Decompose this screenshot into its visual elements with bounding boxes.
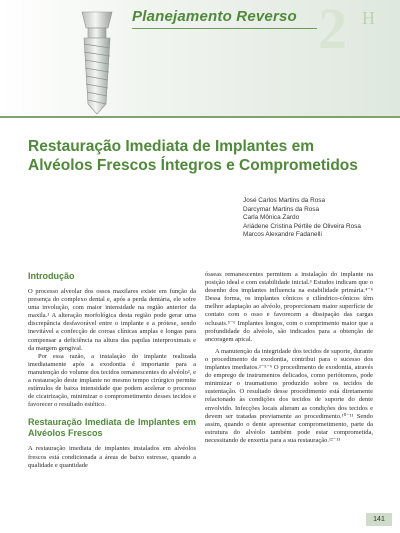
- immediate-restoration-heading: Restauração Imediata de Implantes em Alvéolos Frescos: [28, 417, 196, 439]
- section-title: Planejamento Reverso: [132, 8, 297, 25]
- intro-paragraph: O processo alveolar dos ossos maxilares existe em função da presença do complexo dental e, após a perda dentária, ele sofre uma involução, com maior intensidade na região anterior da maxila.¹ A alteração morfológica desta região pode gerar uma discrepância desfavorável entre o implante e a prótese, sendo inevitável a confecção de coroas clínicas amplas e longas para compensar a deficiência na altura das papilas interproximais e da margem gengival.: [28, 288, 196, 352]
- left-column: [28, 271, 196, 470]
- body-paragraph: ósseas remanescentes permitem a instalação do implante na posição ideal e com estabilidade inicial.³ Estudos indicam que o desenho dos implantes influencia na estabilidade primária.⁴⁻⁶ Dessa forma, os implantes cônicos e cilíndrico-cônicos têm melhor adaptação ao alvéolo, proporcionam maior superfície de contato com o osso e favorecem a dissipação das cargas oclusais.⁵⁻⁶ Implantes longos, com o comprimento maior que a profundidade do alvéolo, são indicados para a obtenção de ancoragem apical.: [205, 271, 373, 343]
- author-name: Marcos Alexandre Fadanelli: [243, 231, 322, 239]
- author-name: José Carlos Martins da Rosa: [243, 197, 326, 204]
- intro-heading: Introdução: [28, 271, 75, 281]
- right-column: [205, 271, 373, 445]
- body-paragraph: A restauração imediata de implantes instalados em alvéolos frescos está condicionada a áreas de baixo estresse, quando a qualidade e quantidade: [28, 445, 196, 469]
- author-name: Carla Mônica Zardo: [243, 214, 300, 222]
- page-number: 141: [366, 513, 392, 526]
- author-name: Ariádene Cristina Pértile de Oliveira Rosa: [243, 222, 361, 230]
- journal-logo-superscript: H: [362, 8, 375, 28]
- article-title: Restauração Imediata de Implantes em Alvéolos Frescos Íntegros e Comprometidos: [28, 138, 358, 174]
- dental-implant-illustration: [70, 8, 126, 116]
- header-band: [0, 0, 400, 118]
- author-list: [243, 197, 393, 240]
- section-title-rule: [132, 28, 317, 29]
- body-paragraph: A manutenção da integridade dos tecidos de suporte, durante o procedimento de exodontia, contribui para o sucesso dos implantes imediatos.²⁻⁵⁻⁶ O procedimento de exodontia, através do emprego de instrumentos delicados, como periótomos, pode minimizar o traumatismo produzido sobre os tecidos de sustentação. O resultado desse procedimento está diretamente relacionado às condições dos tecidos de suporte do dente envolvido. Infecções locais alteram as condições dos tecidos e devem ser tratadas previamente ao procedimento.¹⁰⁻¹¹ Sendo assim, quando o dente apresentar comprometimento, parte da estrutura do alvéolo também pode estar comprometida, necessitando de enxertia para a sua restauração.¹²⁻¹³: [205, 347, 373, 444]
- intro-paragraph: Por essa razão, a instalação do implante realizada imediatamente após a exodontia é importante para a manutenção do volume dos tecidos remanescentes do alvéolo², e a restauração deste implante no mesmo tempo cirúrgico permite estímulos de baixa intensidade que podem acelerar o processo de cicatrização, minimizar o comprometimento desses tecidos e favorecer o resultado estético.: [28, 352, 196, 409]
- author-name: Darcymar Martins da Rosa: [243, 205, 319, 213]
- journal-logo: 2: [318, 0, 345, 61]
